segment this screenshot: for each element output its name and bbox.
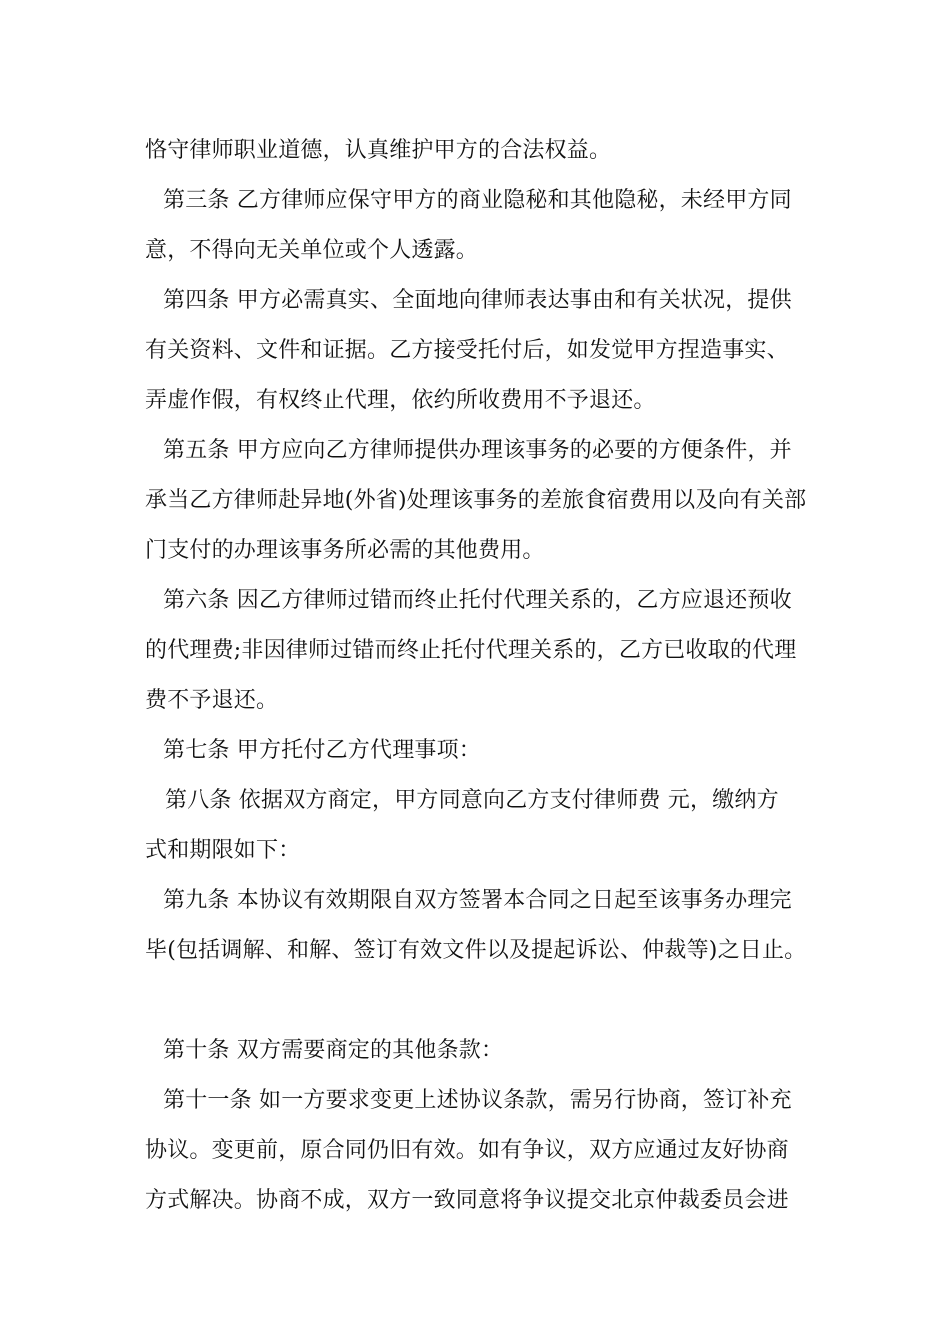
article-8-line-2: 式和期限如下： xyxy=(145,838,301,863)
article-5-line-3: 门支付的办理该事务所必需的其他费用。 xyxy=(145,538,545,563)
article-5-line-2: 承当乙方律师赴异地(外省)处理该事务的差旅食宿费用以及向有关部 xyxy=(145,488,807,513)
article-3-line-1: 第三条 乙方律师应保守甲方的商业隐秘和其他隐秘，未经甲方同 xyxy=(163,188,792,213)
article-6-line-2: 的代理费;非因律师过错而终止托付代理关系的，乙方已收取的代理 xyxy=(145,638,797,663)
article-9-line-1: 第九条 本协议有效期限自双方签署本合同之日起至该事务办理完 xyxy=(163,888,792,913)
article-11-line-3: 方式解决。协商不成，双方一致同意将争议提交北京仲裁委员会进 xyxy=(145,1188,789,1213)
article-5-line-1: 第五条 甲方应向乙方律师提供办理该事务的必要的方便条件，并 xyxy=(163,438,792,463)
article-6-line-3: 费不予退还。 xyxy=(145,688,279,713)
article-9-line-2: 毕(包括调解、和解、签订有效文件以及提起诉讼、仲裁等)之日止。 xyxy=(145,938,807,963)
article-4-line-2: 有关资料、文件和证据。乙方接受托付后，如发觉甲方捏造事实、 xyxy=(145,338,789,363)
article-4-line-3: 弄虚作假，有权终止代理，依约所收费用不予退还。 xyxy=(145,388,656,413)
article-4-line-1: 第四条 甲方必需真实、全面地向律师表达事由和有关状况，提供 xyxy=(163,288,792,313)
article-7-line-1: 第七条 甲方托付乙方代理事项： xyxy=(163,738,481,763)
article-11-line-2: 协议。变更前，原合同仍旧有效。如有争议，双方应通过友好协商 xyxy=(145,1138,789,1163)
article-8-line-1: 第八条 依据双方商定，甲方同意向乙方支付律师费 元，缴纳方 xyxy=(165,788,779,813)
article-3-line-2: 意，不得向无关单位或个人透露。 xyxy=(145,238,479,263)
article-6-line-1: 第六条 因乙方律师过错而终止托付代理关系的，乙方应退还预收 xyxy=(163,588,792,613)
article-11-line-1: 第十一条 如一方要求变更上述协议条款，需另行协商，签订补充 xyxy=(163,1088,792,1113)
text-line: 恪守律师职业道德，认真维护甲方的合法权益。 xyxy=(145,138,612,163)
article-10-line-1: 第十条 双方需要商定的其他条款： xyxy=(163,1038,504,1063)
